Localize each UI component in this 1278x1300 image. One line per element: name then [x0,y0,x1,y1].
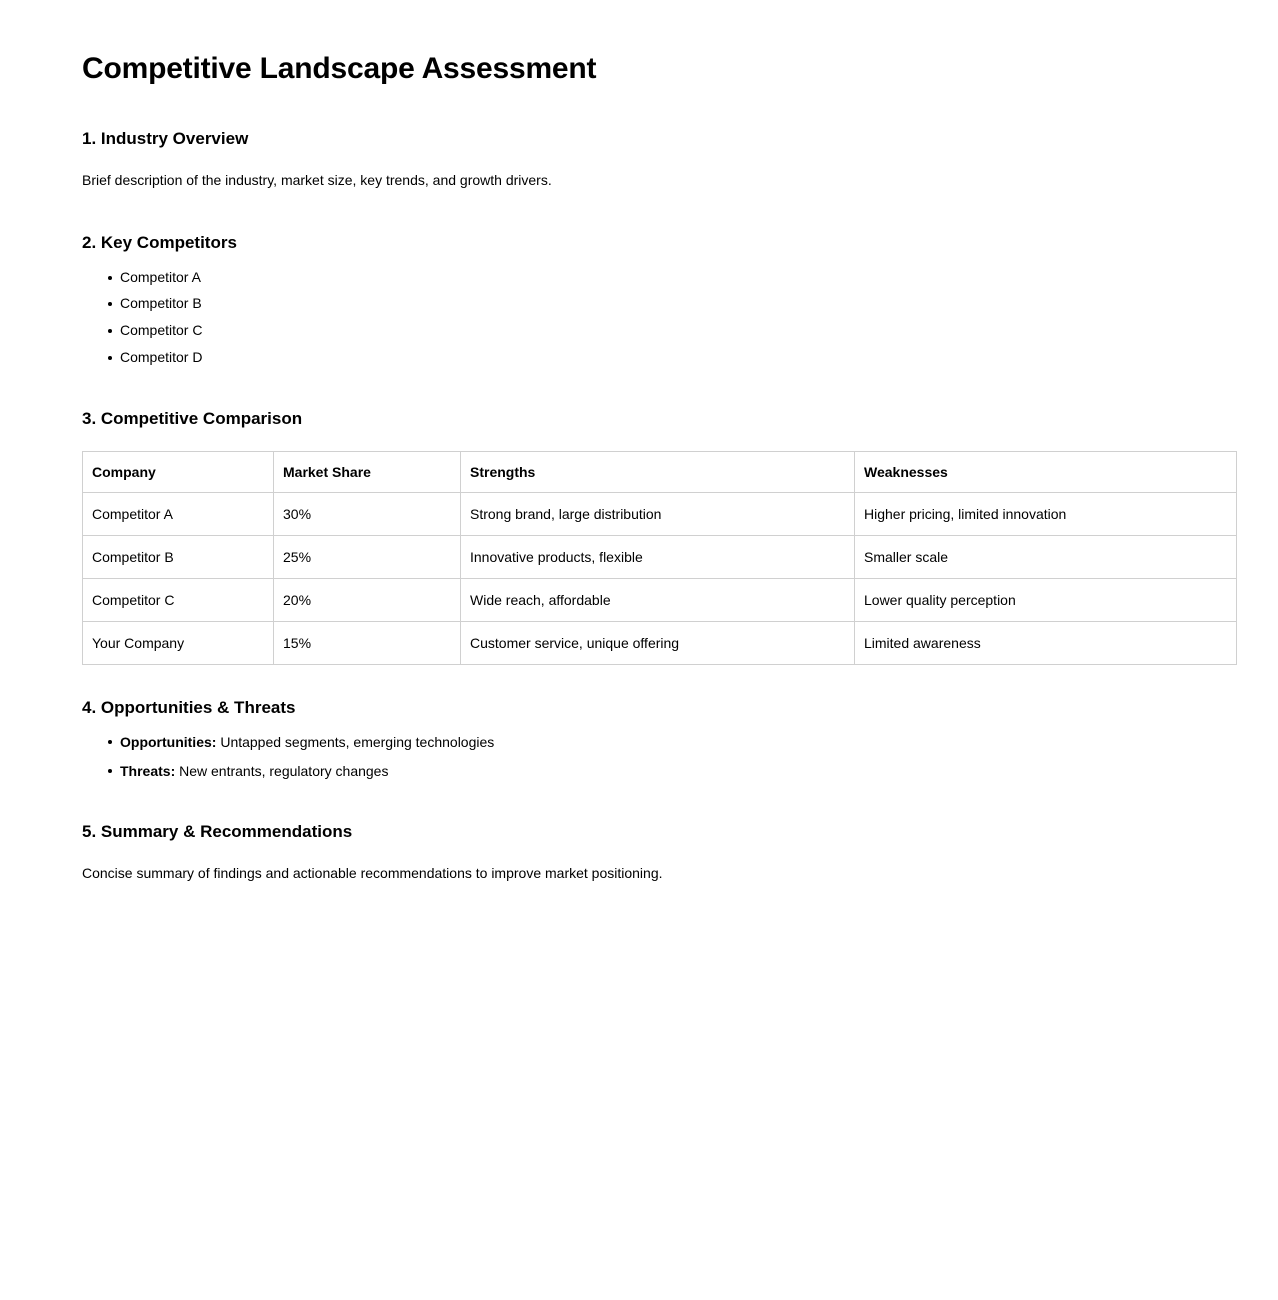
table-header [83,452,1237,493]
list-item: Competitor C [108,323,1196,338]
column-header-weaknesses: Weaknesses [855,452,1237,493]
section-heading-opportunities-threats: 4. Opportunities & Threats [82,698,296,718]
cell-company: Your Company [83,622,274,665]
threats-text: New entrants, regulatory changes [179,763,389,780]
threats-label: Threats: [120,763,176,780]
column-header-market-share: Market Share [274,452,461,493]
table-row [83,622,1237,665]
cell-strengths: Innovative products, flexible [461,536,855,579]
opportunities-text: Untapped segments, emerging technologies [220,734,495,751]
table-body [83,493,1237,665]
page-title: Competitive Landscape Assessment [82,52,597,85]
industry-overview-paragraph: Brief description of the industry, market size, key trends, and growth drivers. [82,171,552,188]
cell-weaknesses: Higher pricing, limited innovation [855,493,1237,536]
cell-weaknesses: Limited awareness [855,622,1237,665]
list-item-threats [108,763,1196,780]
list-item: Competitor D [108,350,1196,365]
cell-market-share: 15% [274,622,461,665]
key-competitors-list [82,270,1196,366]
cell-market-share: 25% [274,536,461,579]
cell-weaknesses: Lower quality perception [855,579,1237,622]
cell-strengths: Wide reach, affordable [461,579,855,622]
cell-market-share: 30% [274,493,461,536]
competitive-comparison-table [82,451,1237,665]
cell-weaknesses: Smaller scale [855,536,1237,579]
column-header-company: Company [83,452,274,493]
cell-company: Competitor C [83,579,274,622]
table-row [83,579,1237,622]
opportunities-threats-list [82,734,1196,780]
section-heading-competitive-comparison: 3. Competitive Comparison [82,408,303,428]
cell-company: Competitor B [83,536,274,579]
cell-company: Competitor A [83,493,274,536]
list-item-opportunities [108,734,1196,751]
section-heading-summary-recommendations: 5. Summary & Recommendations [82,822,353,842]
table-header-row [83,452,1237,493]
list-item: Competitor B [108,296,1196,311]
section-heading-key-competitors: 2. Key Competitors [82,233,237,253]
summary-recommendations-paragraph: Concise summary of findings and actionable recommendations to improve market positioning. [82,865,663,882]
table-row [83,536,1237,579]
cell-strengths: Strong brand, large distribution [461,493,855,536]
column-header-strengths: Strengths [461,452,855,493]
cell-strengths: Customer service, unique offering [461,622,855,665]
table-row [83,493,1237,536]
opportunities-label: Opportunities: [120,734,217,751]
list-item: Competitor A [108,270,1196,285]
section-heading-industry-overview: 1. Industry Overview [82,128,249,148]
cell-market-share: 20% [274,579,461,622]
